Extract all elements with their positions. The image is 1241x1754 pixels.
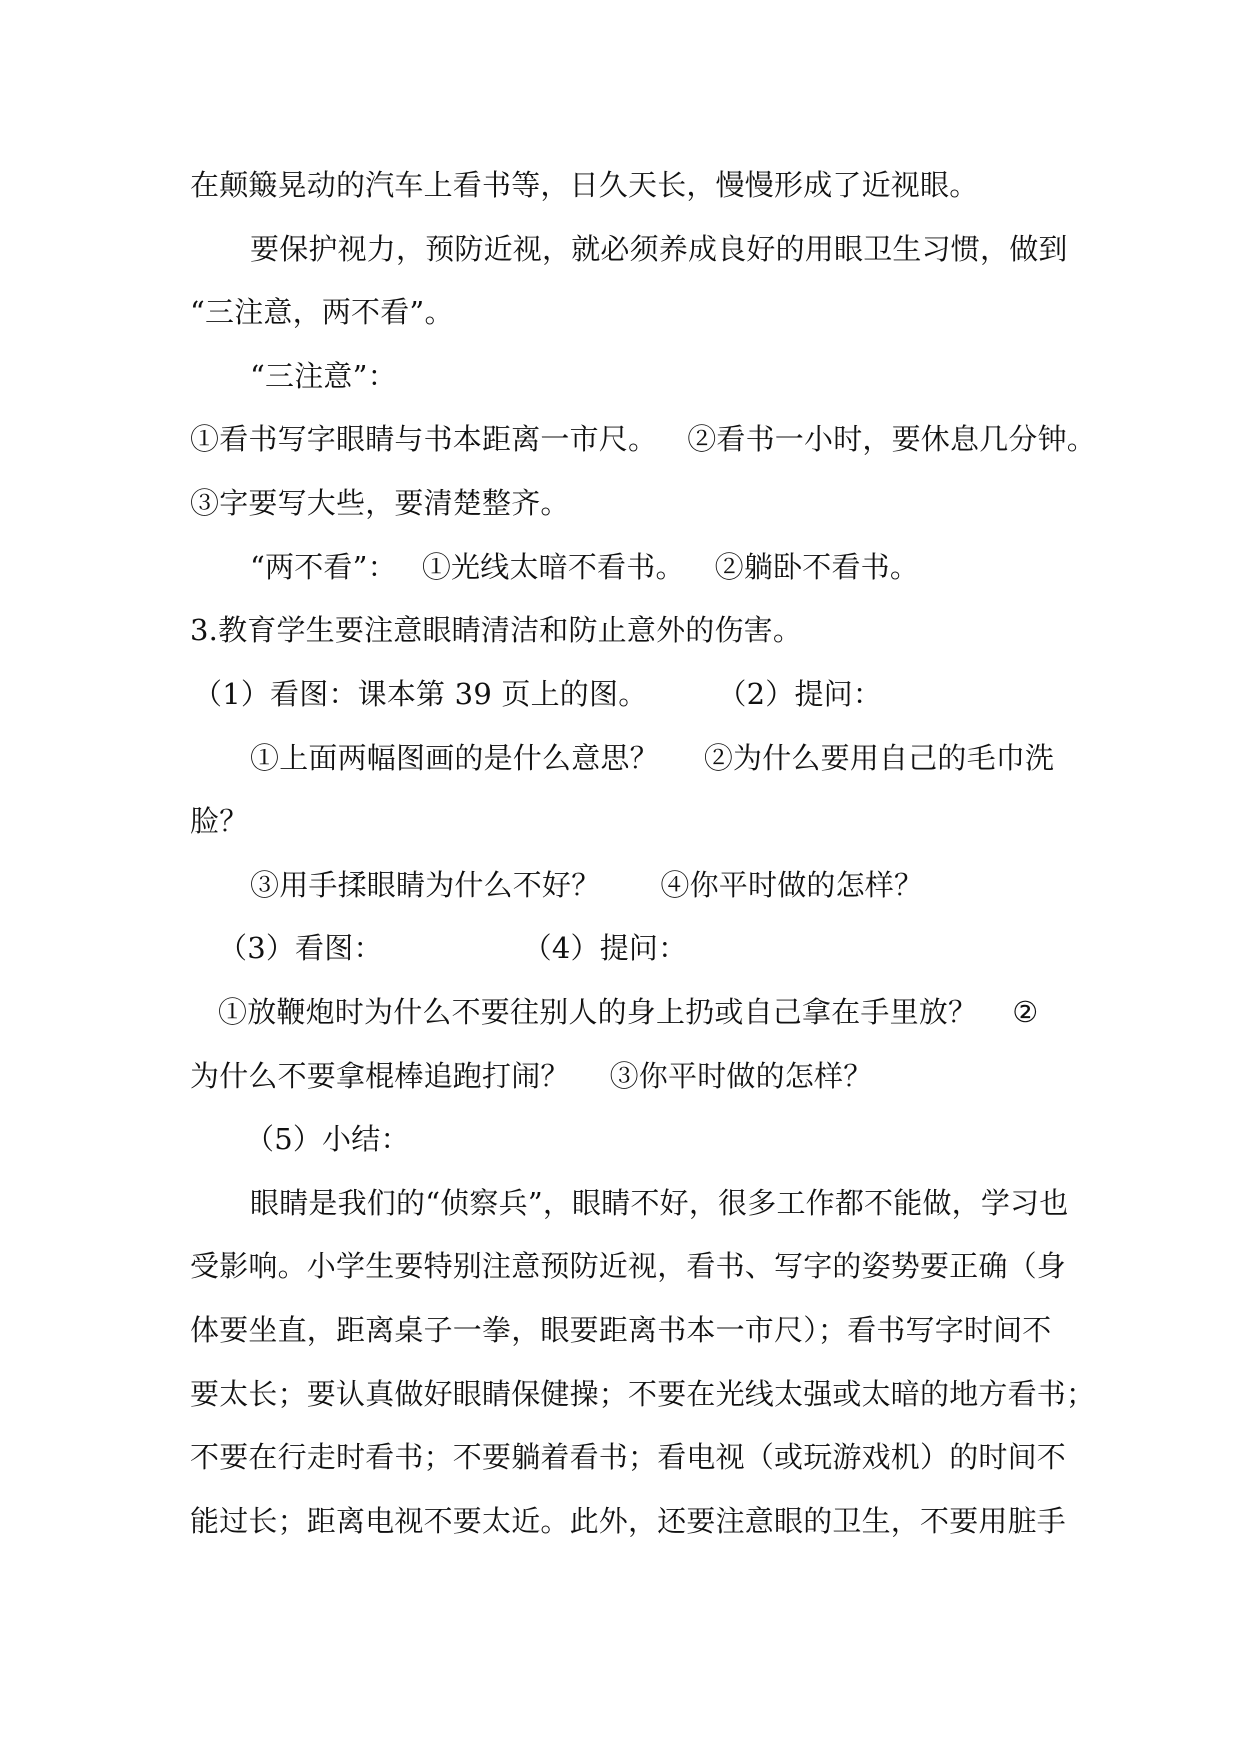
- section-3-heading: 3.教育学生要注意眼睛清洁和防止意外的伤害。: [190, 613, 803, 647]
- summary-line-6: 能过长；距离电视不要太近。此外，还要注意眼的卫生，不要用脏手: [190, 1504, 1067, 1538]
- three-notes-item-2: ②看书一小时，要休息几分钟。: [687, 422, 1097, 456]
- summary-line-1: 眼睛是我们的“侦察兵”，眼睛不好，很多工作都不能做，学习也: [250, 1186, 1069, 1220]
- three-notes-heading: “三注意”：: [250, 359, 397, 393]
- two-dont-item-2: ②躺卧不看书。: [714, 550, 920, 584]
- question-line-3: [250, 865, 1120, 905]
- question-2: （2）提问：: [717, 677, 883, 711]
- three-notes-item-3: ③字要写大些，要清楚整齐。: [190, 486, 570, 520]
- summary-line-5: 不要在行走时看书；不要躺着看书；看电视（或玩游戏机）的时间不: [190, 1440, 1067, 1474]
- question-item-2: ②为什么要用自己的毛巾洗: [703, 741, 1055, 775]
- three-notes-item-1: ①看书写字眼睛与书本距离一市尺。: [190, 422, 658, 456]
- firecracker-line-1: [218, 992, 1088, 1032]
- paragraph-line-2: 要保护视力，预防近视，就必须养成良好的用眼卫生习惯，做到: [250, 232, 1068, 266]
- section-3-line-2: [218, 928, 1088, 968]
- look-picture-1: （1）看图：课本第 39 页上的图。: [193, 677, 648, 711]
- two-dont-item-1: ①光线太暗不看书。: [421, 550, 685, 584]
- question-item-3: ③用手揉眼睛为什么不好？: [250, 868, 601, 902]
- firecracker-line-2: [190, 1056, 1060, 1096]
- question-item-4: ④你平时做的怎样？: [660, 868, 924, 902]
- question-item-1: ①上面两幅图画的是什么意思？: [250, 741, 659, 775]
- paragraph-line-1: 在颠簸晃动的汽车上看书等，日久天长，慢慢形成了近视眼。: [190, 168, 979, 202]
- section-3-line-1: [193, 674, 1063, 714]
- firecracker-question-3: ③你平时做的怎样？: [609, 1059, 873, 1093]
- look-picture-3: （3）看图：: [218, 931, 383, 965]
- firecracker-question-1: ①放鞭炮时为什么不要往别人的身上扔或自己拿在手里放？: [218, 995, 978, 1029]
- summary-line-4: 要太长；要认真做好眼睛保健操；不要在光线太强或太暗的地方看书；: [190, 1377, 1096, 1411]
- question-4: （4）提问：: [522, 931, 688, 965]
- summary-line-2: 受影响。小学生要特别注意预防近视，看书、写字的姿势要正确（身: [190, 1249, 1067, 1283]
- question-line-1: [250, 738, 1120, 778]
- two-dont-heading: “两不看”：: [250, 550, 397, 584]
- three-notes-line-1: [190, 419, 1097, 459]
- paragraph-line-3: “三注意，两不看”。: [190, 295, 454, 329]
- two-dont-line: [250, 547, 1120, 587]
- firecracker-question-2-marker: ②: [1012, 995, 1039, 1029]
- firecracker-question-2: 为什么不要拿棍棒追跑打闹？: [190, 1059, 570, 1093]
- summary-line-3: 体要坐直，距离桌子一拳，眼要距离书本一市尺）；看书写字时间不: [190, 1313, 1052, 1347]
- question-line-2: 脸？: [190, 804, 249, 838]
- summary-heading: （5）小结：: [245, 1122, 410, 1156]
